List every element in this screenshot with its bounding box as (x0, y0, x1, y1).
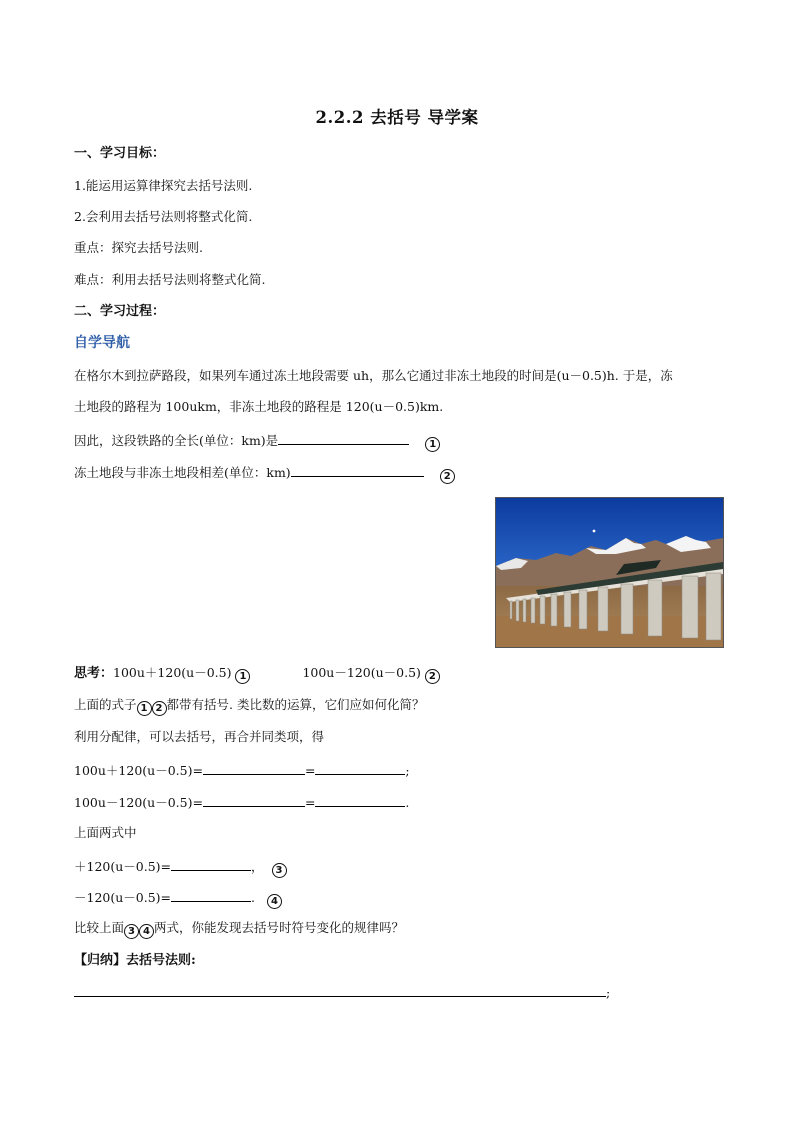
question-2 (74, 463, 455, 484)
answer-blank-7[interactable] (171, 857, 251, 871)
equation-1: 100u＋120(u－0.5)= = ; (74, 763, 410, 778)
answer-blank-4[interactable] (315, 761, 405, 775)
section2-heading: 二、学习过程： (74, 304, 166, 319)
difficulty: 难点：利用去括号法则将整式化简. (74, 272, 266, 287)
think-line (74, 664, 440, 684)
question-1-text: 因此，这段铁路的全长(单位：km)是 (74, 433, 279, 448)
circled-number-1: 1 (425, 437, 440, 452)
distributive-text: 利用分配律，可以去括号，再合并同类项，得 (74, 729, 325, 744)
think-expression-2: 100u－120(u－0.5) (302, 665, 421, 680)
goal-2: 2.会利用去括号法则将整式化简. (74, 209, 253, 224)
answer-blank-1[interactable] (278, 431, 409, 445)
goal-1: 1.能运用运算律探究去括号法则. (74, 178, 253, 193)
compare-question: 比较上面 3 4 两式，你能发现去括号时符号变化的规律吗？ (74, 920, 405, 937)
circled-number-2: 2 (440, 469, 455, 484)
question-2-text: 冻土地段与非冻土地段相差(单位：km) (74, 465, 291, 480)
answer-blank-6[interactable] (315, 793, 405, 807)
railway-photo (495, 497, 724, 648)
brackets-question: 上面的式子 1 2 都带有括号. 类比数的运算，它们应如何化简？ (74, 697, 425, 714)
circled-number-3: 3 (124, 924, 139, 939)
circled-number-2: 2 (152, 701, 167, 716)
answer-blank-3[interactable] (203, 761, 305, 775)
think-expression-1: 100u＋120(u－0.5) (113, 665, 232, 680)
page-title: 2.2.2 去括号 导学案 (315, 108, 479, 127)
key-point: 重点：探究去括号法则. (74, 240, 203, 255)
answer-blank-5[interactable] (203, 793, 305, 807)
circled-number-4: 4 (267, 894, 282, 909)
equation-3: ＋120(u－0.5)= ， 3 (74, 857, 287, 878)
answer-blank-9[interactable] (74, 983, 606, 997)
circled-number-1: 1 (235, 669, 250, 684)
answer-blank-2[interactable] (291, 463, 424, 477)
section1-heading: 一、学习目标： (74, 146, 166, 161)
answer-blank-8[interactable] (171, 888, 251, 902)
equation-2: 100u－120(u－0.5)= = . (74, 795, 410, 810)
circled-number-4: 4 (139, 924, 154, 939)
above-two-text: 上面两式中 (74, 825, 137, 840)
circled-number-3: 3 (272, 863, 287, 878)
equation-4: －120(u－0.5)= . 4 (74, 888, 282, 909)
summary-answer-line: ; (74, 983, 610, 1002)
question-1 (74, 431, 440, 452)
intro-line-1: 在格尔木到拉萨路段，如果列车通过冻土地段需要 uh，那么它通过非冻土地段的时间是(u－0.5)h. 于是，冻 (74, 368, 673, 383)
summary-label: 【归纳】去括号法则: (74, 953, 196, 968)
circled-number-1: 1 (137, 701, 152, 716)
circled-number-2: 2 (425, 669, 440, 684)
think-label: 思考： (74, 666, 114, 681)
self-study-label: 自学导航 (74, 335, 130, 351)
intro-line-2: 土地段的路程为 100ukm，非冻土地段的路程是 120(u－0.5)km. (74, 399, 444, 414)
